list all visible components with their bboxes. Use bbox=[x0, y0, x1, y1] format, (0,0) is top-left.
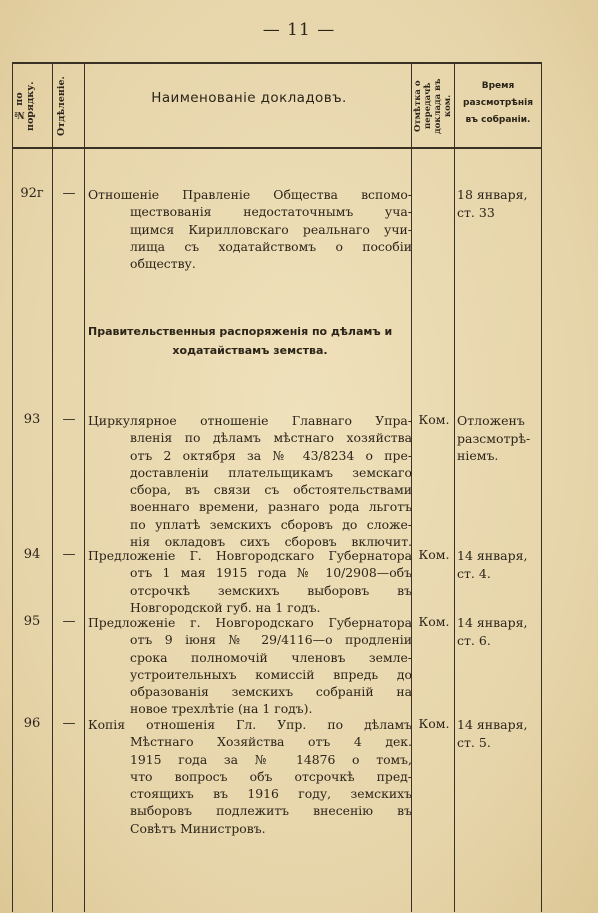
text-line: отъ 9 іюня № 29/4116—о продленіи bbox=[130, 632, 412, 648]
text-line: Мѣстнаго Хозяйства отъ 4 дек. bbox=[130, 734, 412, 750]
text-line: военнаго времени, разнаго рода льготъ bbox=[130, 499, 412, 515]
section-heading bbox=[88, 322, 412, 360]
time-line: 18 января, bbox=[457, 187, 528, 202]
text-line: новое трехлѣтіе (на 1 годъ). bbox=[130, 701, 313, 717]
text-line: Новгородской губ. на 1 годъ. bbox=[130, 599, 321, 615]
col-divider-dept bbox=[84, 62, 85, 912]
row-number: 96 bbox=[23, 716, 41, 731]
col-divider-num bbox=[52, 62, 53, 912]
row-time bbox=[457, 412, 543, 465]
text-line: стоящихъ въ 1916 году, земскихъ bbox=[130, 786, 412, 802]
section-heading-line: Правительственныя распоряженія по дѣламъ и bbox=[88, 325, 393, 338]
table-left-border bbox=[12, 62, 13, 912]
time-line: ст. 6. bbox=[457, 632, 491, 648]
header-mark: Отмѣтка о передачѣ доклада въ ком. bbox=[413, 78, 453, 134]
text-line: Предложеніе г. Новгородскаго Губернатора bbox=[88, 615, 412, 630]
text-line: срока полномочій членовъ земле- bbox=[130, 649, 412, 665]
row-mark: Ком. bbox=[418, 547, 450, 562]
time-line: 14 января, bbox=[457, 548, 528, 563]
table-top-border bbox=[12, 62, 542, 64]
header-num: № по порядку. bbox=[14, 81, 36, 131]
text-line: 1915 года за № 14876 о томъ, bbox=[130, 751, 412, 767]
header-name: Наименованіе докладовъ. bbox=[151, 90, 347, 106]
text-line: отъ 2 октября за № 43/8234 о пре- bbox=[130, 447, 412, 463]
row-text bbox=[88, 186, 412, 272]
text-line: обществу. bbox=[130, 256, 196, 272]
text-line: ществованія недостаточнымъ уча- bbox=[130, 204, 412, 220]
section-heading-line: ходатайствамъ земства. bbox=[172, 344, 328, 357]
header-time bbox=[455, 78, 541, 129]
text-line: Копія отношенія Гл. Упр. по дѣламъ bbox=[88, 717, 412, 732]
header-bottom-border bbox=[12, 147, 542, 149]
text-line: что вопросъ объ отсрочкѣ пред- bbox=[130, 768, 412, 784]
text-line: Отношеніе Правленіе Общества вспомо- bbox=[88, 187, 412, 202]
row-dept: — bbox=[62, 186, 76, 201]
text-line: образованія земскихъ собраній на bbox=[130, 684, 412, 700]
header-time-line: Время bbox=[481, 81, 515, 91]
text-line: доставленіи плательщикамъ земскаго bbox=[130, 464, 412, 480]
row-mark: Ком. bbox=[418, 412, 450, 427]
page-number: — 11 — bbox=[262, 20, 336, 40]
time-line: ст. 33 bbox=[457, 204, 495, 220]
row-time bbox=[457, 547, 543, 582]
row-time bbox=[457, 716, 543, 751]
row-number: 94 bbox=[23, 547, 41, 562]
time-line: 14 января, bbox=[457, 717, 528, 732]
row-text bbox=[88, 412, 412, 550]
text-line: отъ 1 мая 1915 года № 10/2908—объ bbox=[130, 565, 412, 581]
time-line: ст. 5. bbox=[457, 734, 491, 750]
row-number: 92г bbox=[20, 186, 44, 201]
row-dept: — bbox=[62, 547, 76, 562]
row-mark: Ком. bbox=[418, 716, 450, 731]
row-mark: Ком. bbox=[418, 614, 450, 629]
row-text bbox=[88, 716, 412, 837]
text-line: отсрочкѣ земскихъ выборовъ въ bbox=[130, 582, 412, 598]
text-line: лища съ ходатайствомъ о пособіи bbox=[130, 238, 412, 254]
time-line: Отложенъ bbox=[457, 413, 525, 428]
text-line: по уплатѣ земскихъ сборовъ до сложе- bbox=[130, 516, 412, 532]
time-line: ст. 4. bbox=[457, 565, 491, 581]
row-number: 93 bbox=[23, 412, 41, 427]
time-line: разсмотрѣ- bbox=[457, 430, 531, 446]
row-time bbox=[457, 186, 543, 221]
header-time-line: въ собраніи. bbox=[465, 115, 531, 125]
row-dept: — bbox=[62, 614, 76, 629]
row-dept: — bbox=[62, 716, 76, 731]
row-text bbox=[88, 614, 412, 718]
text-line: щимся Кирилловскаго реальнаго учи- bbox=[130, 221, 412, 237]
time-line: 14 января, bbox=[457, 615, 528, 630]
text-line: вленія по дѣламъ мѣстнаго хозяйства bbox=[130, 430, 412, 446]
text-line: нія окладовъ сихъ сборовъ включит. bbox=[130, 534, 412, 550]
col-divider-mark bbox=[454, 62, 455, 912]
header-time-line: разсмотрѣнія bbox=[463, 98, 533, 108]
text-line: Совѣтъ Министровъ. bbox=[130, 820, 266, 836]
row-text bbox=[88, 547, 412, 616]
text-line: выборовъ подлежитъ внесенію въ bbox=[130, 803, 412, 819]
time-line: ніемъ. bbox=[457, 448, 499, 463]
text-line: Циркулярное отношеніе Главнаго Упра- bbox=[88, 413, 412, 428]
text-line: сбора, въ связи съ обстоятельствами bbox=[130, 482, 412, 498]
row-time bbox=[457, 614, 543, 649]
text-line: Предложеніе Г. Новгородскаго Губернатора bbox=[88, 548, 412, 563]
row-number: 95 bbox=[23, 614, 41, 629]
header-dept: Отдѣленіе. bbox=[56, 76, 67, 136]
text-line: устроительныхъ комиссій впредь до bbox=[130, 666, 412, 682]
row-dept: — bbox=[62, 412, 76, 427]
